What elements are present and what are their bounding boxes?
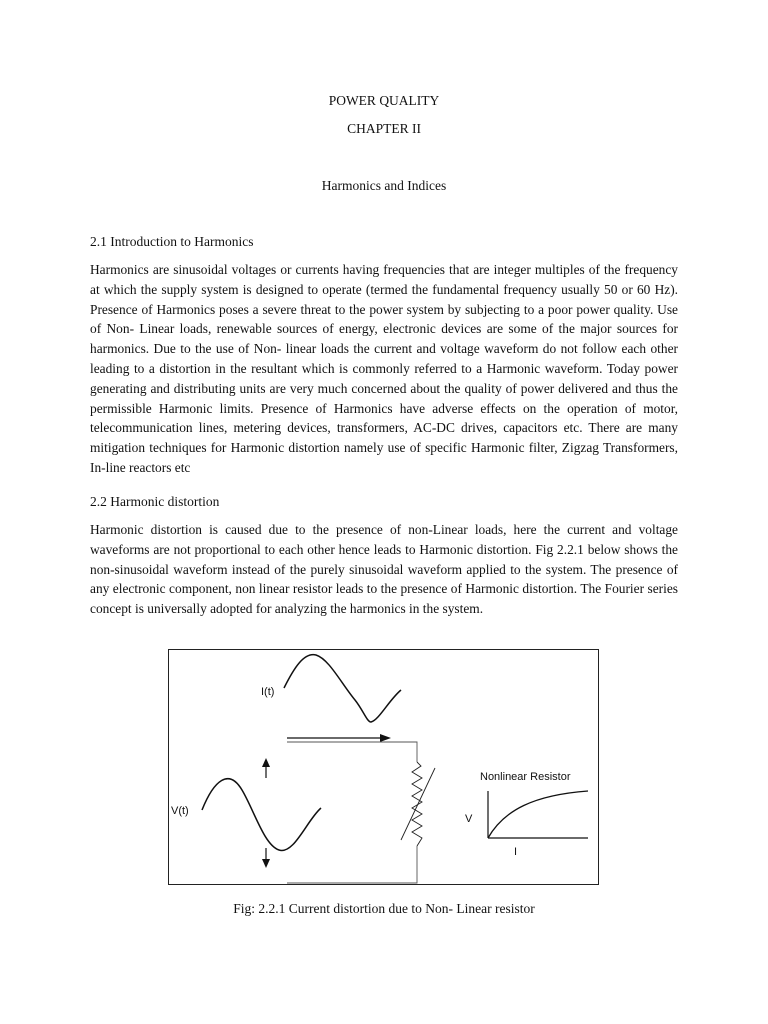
subject-title: POWER QUALITY xyxy=(328,93,440,108)
current-label: I(t) xyxy=(261,686,275,698)
figure-diagram xyxy=(169,650,600,886)
figure-caption: Fig: 2.2.1 Current distortion due to Non- Linear resistor xyxy=(233,901,535,916)
section-heading-introduction: 2.1 Introduction to Harmonics xyxy=(90,234,254,249)
up-arrow-head xyxy=(262,758,270,767)
voltage-waveform xyxy=(202,779,321,851)
circuit-bottom-wire xyxy=(287,846,417,883)
chapter-number: CHAPTER II xyxy=(347,121,421,136)
vi-curve xyxy=(488,791,588,838)
voltage-label: V(t) xyxy=(171,805,189,817)
down-arrow-head xyxy=(262,859,270,868)
vi-v-label: V xyxy=(465,813,473,825)
current-waveform xyxy=(284,655,401,722)
section-body-introduction: Harmonics are sinusoidal voltages or currents having frequencies that are integer multiples of the frequency at which the supply system is designed to operate (termed the fundamental frequency usually 50 or 60 Hz). Presence of Harmonics poses a severe threat to the power system by subjecting to a poor power quality. Use of Non- Linear loads, renewable sources of energy, electronic devices are some of the major sources for harmonics. Due to the use of Non- linear loads the current and voltage waveform do not follow each other leading to a distortion in the resultant which is commonly referred to a Harmonic waveform. Today power generating and distributing units are very much concerned about the quality of power delivered and thus the permissible Harmonic limits. Presence of Harmonics have adverse effects on the operation of motor, telecommunication lines, metering devices, transformers, AC-DC drives, capacitors etc. There are many mitigation techniques for Harmonic distortion namely use of specific Harmonic filter, Zigzag Transformers, In-line reactors etc xyxy=(90,262,678,475)
section-body-harmonic-distortion: Harmonic distortion is caused due to the presence of non-Linear loads, here the current and voltage waveforms are not proportional to each other hence leads to Harmonic distortion. Fig 2.2.1 below shows the non-sinusoidal waveform instead of the purely sinusoidal waveform applied to the system. The presence of any electronic component, non linear resistor leads to the presence of Harmonic distortion. The Fourier series concept is universally adopted for analyzing the harmonics in the system. xyxy=(90,522,678,617)
chapter-title: Harmonics and Indices xyxy=(321,178,447,193)
resistor-variable-line xyxy=(401,768,435,840)
figure-nonlinear-resistor xyxy=(168,649,599,885)
current-arrow-head xyxy=(380,734,391,742)
circuit-top-wire xyxy=(287,742,417,762)
resistor-symbol xyxy=(412,762,422,846)
section-heading-harmonic-distortion: 2.2 Harmonic distortion xyxy=(90,494,220,509)
resistor-label: Nonlinear Resistor xyxy=(480,771,571,783)
vi-i-label: I xyxy=(514,846,518,858)
